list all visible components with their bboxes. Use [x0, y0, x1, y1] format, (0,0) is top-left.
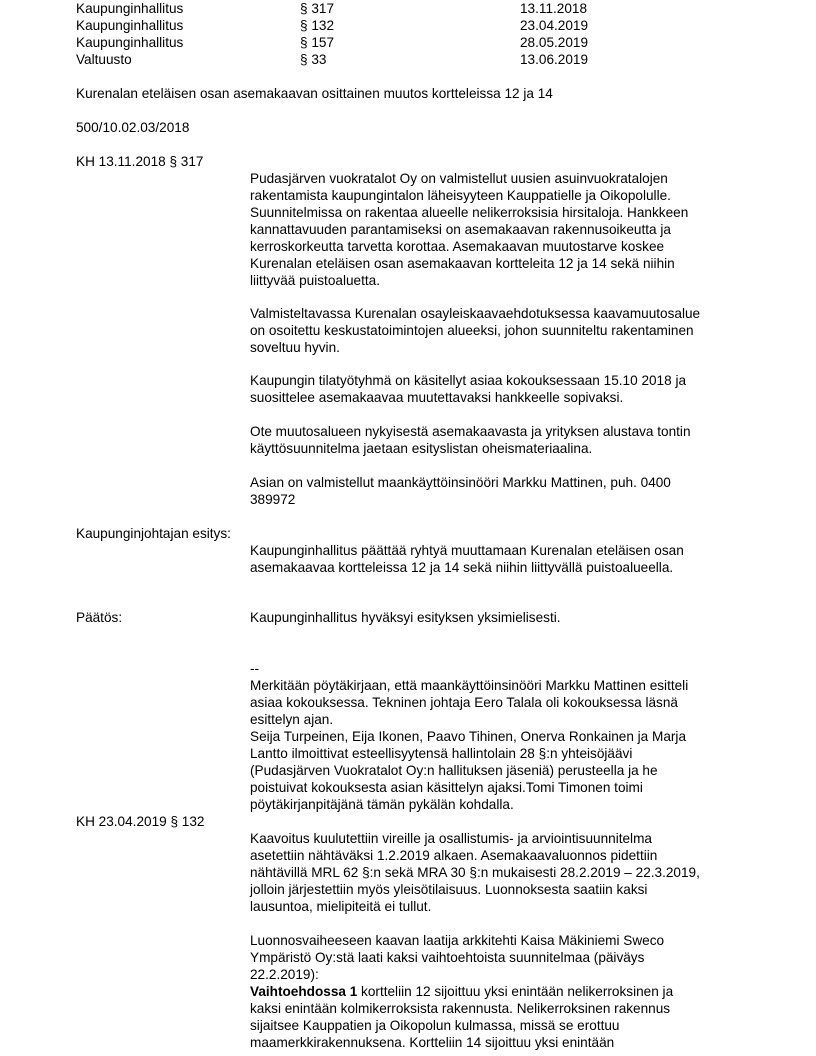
- text-line: Luonnosvaiheeseen kaavan laatija arkkitehti Kaisa Mäkiniemi Sweco: [250, 933, 665, 948]
- text-line: Valmisteltavassa Kurenalan osayleiskaavaehdotuksessa kaavamuutosalue: [250, 306, 701, 321]
- decision-text: Kaupunginhallitus hyväksyi esityksen yksimielisesti.: [250, 610, 561, 625]
- text-line: Suunnitelmissa on rakentaa alueelle nelikerroksisia hirsitaloja. Hankkeen: [250, 205, 689, 220]
- text-span: kortteliin 12 sijoittuu yksi enintään nelikerroksinen ja: [357, 984, 674, 999]
- text-line: suosittelee asemakaavaa muutettavaksi hankkeelle sopivaksi.: [250, 390, 624, 405]
- paragraph: [250, 372, 760, 406]
- paragraph: [250, 932, 760, 1051]
- text-line: Seija Turpeinen, Eija Ikonen, Paavo Tihinen, Onerva Ronkainen ja Marja: [250, 729, 687, 744]
- text-line: Kurenalan eteläisen osan asemakaavan kortteleita 12 ja 14 sekä niihin: [250, 256, 675, 271]
- section-heading: KH 13.11.2018 § 317: [76, 154, 204, 169]
- text-line: Kaupunginhallitus päättää ryhtyä muuttamaan Kurenalan eteläisen osan: [250, 543, 684, 558]
- history-section: § 317: [300, 1, 335, 16]
- text-line: kaksi enintään kolmikerroksista rakennusta. Nelikerroksinen rakennus: [250, 1001, 671, 1016]
- text-line: sijaitsee Kauppatien ja Oikopolun kulmassa, missä se erottuu: [250, 1018, 620, 1033]
- history-body: Kaupunginhallitus: [76, 18, 184, 33]
- proposal-label: Kaupunginjohtajan esitys:: [76, 526, 231, 541]
- text-line: kerroskorkeutta tarvetta korottaa. Asemakaavan muutostarve koskee: [250, 239, 665, 254]
- history-date: 13.06.2019: [520, 52, 589, 67]
- text-line: rakentamista kaupungintalon läheisyyteen Kauppatielle ja Oikopolulle.: [250, 188, 671, 203]
- text-line: jolloin järjestettiin myös yleisötilaisuus. Luonnoksesta saatiin kaksi: [250, 882, 648, 897]
- text-line: Kaavoitus kuulutettiin vireille ja osallistumis- ja arviointisuunnitelma: [250, 831, 652, 846]
- text-line: pöytäkirjanpitäjänä tämän pykälän kohdalla.: [250, 797, 514, 812]
- paragraph: [250, 305, 760, 356]
- text-line: Pudasjärven vuokratalot Oy on valmistellut uusien asuinvuokratalojen: [250, 171, 668, 186]
- text-line: liittyvää puistoaluetta.: [250, 273, 380, 288]
- history-body: Kaupunginhallitus: [76, 35, 184, 50]
- section-heading: KH 23.04.2019 § 132: [76, 814, 205, 829]
- text-line: Asian on valmistellut maankäyttöinsinööri Markku Mattinen, puh. 0400: [250, 475, 671, 490]
- paragraph: [250, 474, 760, 508]
- paragraph: [250, 830, 760, 915]
- text-line: 22.2.2019):: [250, 967, 319, 982]
- history-body: Valtuusto: [76, 52, 132, 67]
- text-line: 389972: [250, 492, 296, 507]
- text-line: Kaupungin tilatyötyhmä on käsitellyt asiaa kokouksessaan 15.10 2018 ja: [250, 373, 687, 388]
- text-line: esittelyn ajan.: [250, 712, 334, 727]
- history-section: § 33: [300, 52, 327, 67]
- paragraph: [250, 170, 760, 289]
- paragraph: [250, 423, 760, 457]
- text-line: lausuntoa, mielipiteitä ei tullut.: [250, 899, 432, 914]
- history-section: § 157: [300, 35, 335, 50]
- document-title: Kurenalan eteläisen osan asemakaavan osittainen muutos kortteleissa 12 ja 14: [76, 86, 553, 101]
- text-line: poistuivat kokouksesta asian käsittelyn ajaksi.Tomi Timonen toimi: [250, 780, 643, 795]
- text-line: nähtävillä MRL 62 §:n sekä MRA 30 §:n mukaisesti 28.2.2019 – 22.3.2019,: [250, 865, 700, 880]
- text-line: on osoitettu keskustatoimintojen alueeksi, johon suunniteltu rakentaminen: [250, 323, 694, 338]
- text-line: maamerkkirakennuksena. Kortteliin 14 sijoittuu yksi enintään: [250, 1035, 615, 1050]
- text-line: asemakaavaa kortteleissa 12 ja 14 sekä niihin liittyvällä puistoalueella.: [250, 560, 674, 575]
- text-line: --: [250, 661, 260, 676]
- text-line: Merkitään pöytäkirjaan, että maankäyttöinsinööri Markku Mattinen esitteli: [250, 678, 689, 693]
- text-line: Ote muutosalueen nykyisestä asemakaavasta ja yrityksen alustava tontin: [250, 424, 691, 439]
- history-body: Kaupunginhallitus: [76, 1, 184, 16]
- text-line: soveltuu hyvin.: [250, 340, 340, 355]
- history-date: 23.04.2019: [520, 18, 589, 33]
- text-line: [250, 983, 760, 1000]
- text-line: kannattavuuden parantamiseksi on asemakaavan rakennusoikeutta ja: [250, 222, 671, 237]
- bold-term: Vaihtoehdossa 1: [250, 984, 358, 999]
- history-date: 28.05.2019: [520, 35, 589, 50]
- history-date: 13.11.2018: [520, 1, 588, 16]
- text-line: käyttösuunnitelma jaetaan esityslistan oheismateriaalina.: [250, 441, 593, 456]
- text-line: Lantto ilmoittivat esteellisyytensä hallintolain 28 §:n yhteisöjäävi: [250, 746, 633, 761]
- text-line: asetettiin nähtäväksi 1.2.2019 alkaen. Asemakaavaluonnos pidettiin: [250, 848, 658, 863]
- proposal-text: [250, 542, 760, 576]
- history-section: § 132: [300, 18, 335, 33]
- text-line: (Pudasjärven Vuokratalot Oy:n hallituksen jäseniä) perusteella ja he: [250, 763, 658, 778]
- text-line: Ympäristö Oy:stä laati kaksi vaihtoehtoista suunnitelmaa (päiväys: [250, 950, 645, 965]
- minutes-note: [250, 660, 760, 813]
- diary-number: 500/10.02.03/2018: [76, 120, 190, 135]
- decision-label: Päätös:: [76, 610, 123, 625]
- text-line: asiaa kokouksessa. Tekninen johtaja Eero Talala oli kokouksessa läsnä: [250, 695, 678, 710]
